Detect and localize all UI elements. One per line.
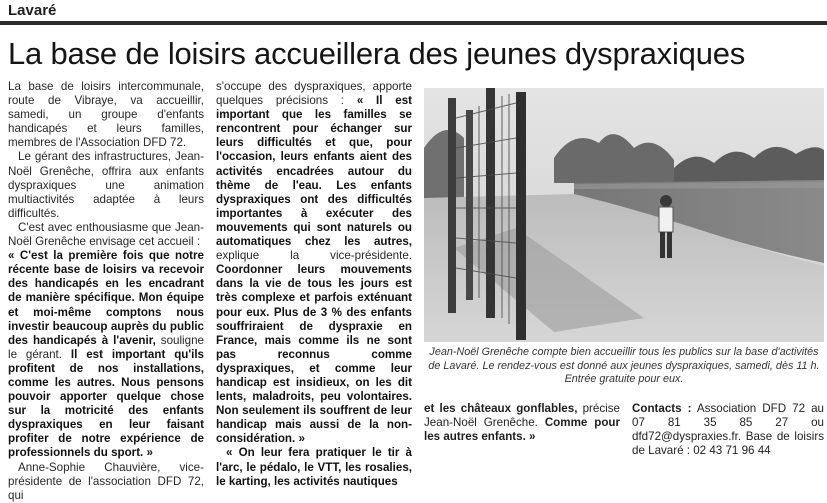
paragraph-quote-vice-president [216,80,412,446]
quote-vp-part1: « Il est important que les familles se rencontrent pour échanger sur leurs difficultés et que, pour l'occasion, leurs enfants aient des activités encadrées autour du thème de l'eau. Les enfants dyspraxiques ont des difficultés importantes à exécuter des mouvements qui sont naturels ou automatiques chez les autres, [216,94,413,249]
quote-activities: « On leur fera pratiquer le tir à l'arc, le pédalo, le VTT, les rosalies, le karting, les activités nautiques [216,446,412,488]
paragraph-intro: La base de loisirs intercommunale, route de Vibraye, va accueillir, samedi, un groupe d'enfants handicapés et leurs familles, membres de l'Association DFD 72. [8,80,204,150]
quote-closing: Comme pour les autres enfants. » [424,416,620,444]
quote-activities-end: et les châteaux gonflables, [424,402,578,415]
article-column-1 [8,80,204,503]
section-rule [0,21,827,25]
intro-vice-president: s'occupe des dyspraxiques, apporte quelques précisions : [216,80,412,108]
article-headline: La base de loisirs accueillera des jeunes dyspraxiques [8,36,746,71]
article-column-2 [216,80,412,489]
paragraph-enthusiasm: C'est avec enthousiasme que Jean-Noël Grenêche envisage cet accueil : [8,220,204,249]
paragraph-vice-president: Anne-Sophie Chauvière, vice-présidente de l'association DFD 72, qui [8,460,204,502]
paragraph-quote-manager [8,249,204,460]
attribution-manager: souligne le gérant. [8,333,204,361]
contacts-label: Contacts : [632,402,692,415]
attribution-manager-2: précise Jean-Noël Grenêche. [424,402,620,430]
section-rubric: Lavaré [8,2,57,19]
paragraph-activities [216,446,412,488]
article-photo [424,88,824,342]
quote-vp-part2: Coordonner leurs mouvements dans la vie de tous les jours est très complexe et parfois exténuant pour eux. Plus de 3 % des enfants souffriraient de dyspraxie en France, mais comme ils ne sont pas reconnus comme dyspraxiques, et comme leur handicap est insidieux, on les dit lents, maladroits, peu volontaires. Non seulement ils souffrent de leur handicap mais aussi de la non-considération. » [216,263,412,446]
contacts-text: Association DFD 72 au 07 81 35 85 27 ou dfd72@dyspraxies.fr. Base de loisirs de Lavaré : 02 43 71 96 44 [632,402,824,458]
quote-manager-part2: Il est important qu'ils profitent de nos installations, comme les autres. Nous pensons pouvoir apporter quelque chose sur la motricité des enfants dyspraxiques en leur faisant profiter de notre expérience de professionnels du sport. » [8,347,204,460]
attribution-vp: explique la vice-présidente. [216,249,412,263]
photo-caption: Jean-Noël Grenêche compte bien accueillir tous les publics sur la base d'activités de Lavaré. Le rendez-vous est donné aux jeunes dyspraxiques, samedi, dès 11 h. Entrée gratuite pour eux. [428,346,820,385]
quote-manager-part1: « C'est la première fois que notre récente base de loisirs va recevoir des handicapés en les encadrant de manière spécifique. Mon équipe et moi-même comptons nous investir beaucoup auprès du public des handicapés à l'avenir, [8,249,204,347]
contacts-block [632,402,824,458]
paragraph-manager: Le gérant des infrastructures, Jean-Noël Grenêche, offrira aux enfants dyspraxiques une animation multiactivités adaptée à leurs difficultés. [8,150,204,220]
article-column-3 [424,402,620,444]
contacts-paragraph [632,402,824,458]
paragraph-activities-end [424,402,620,444]
